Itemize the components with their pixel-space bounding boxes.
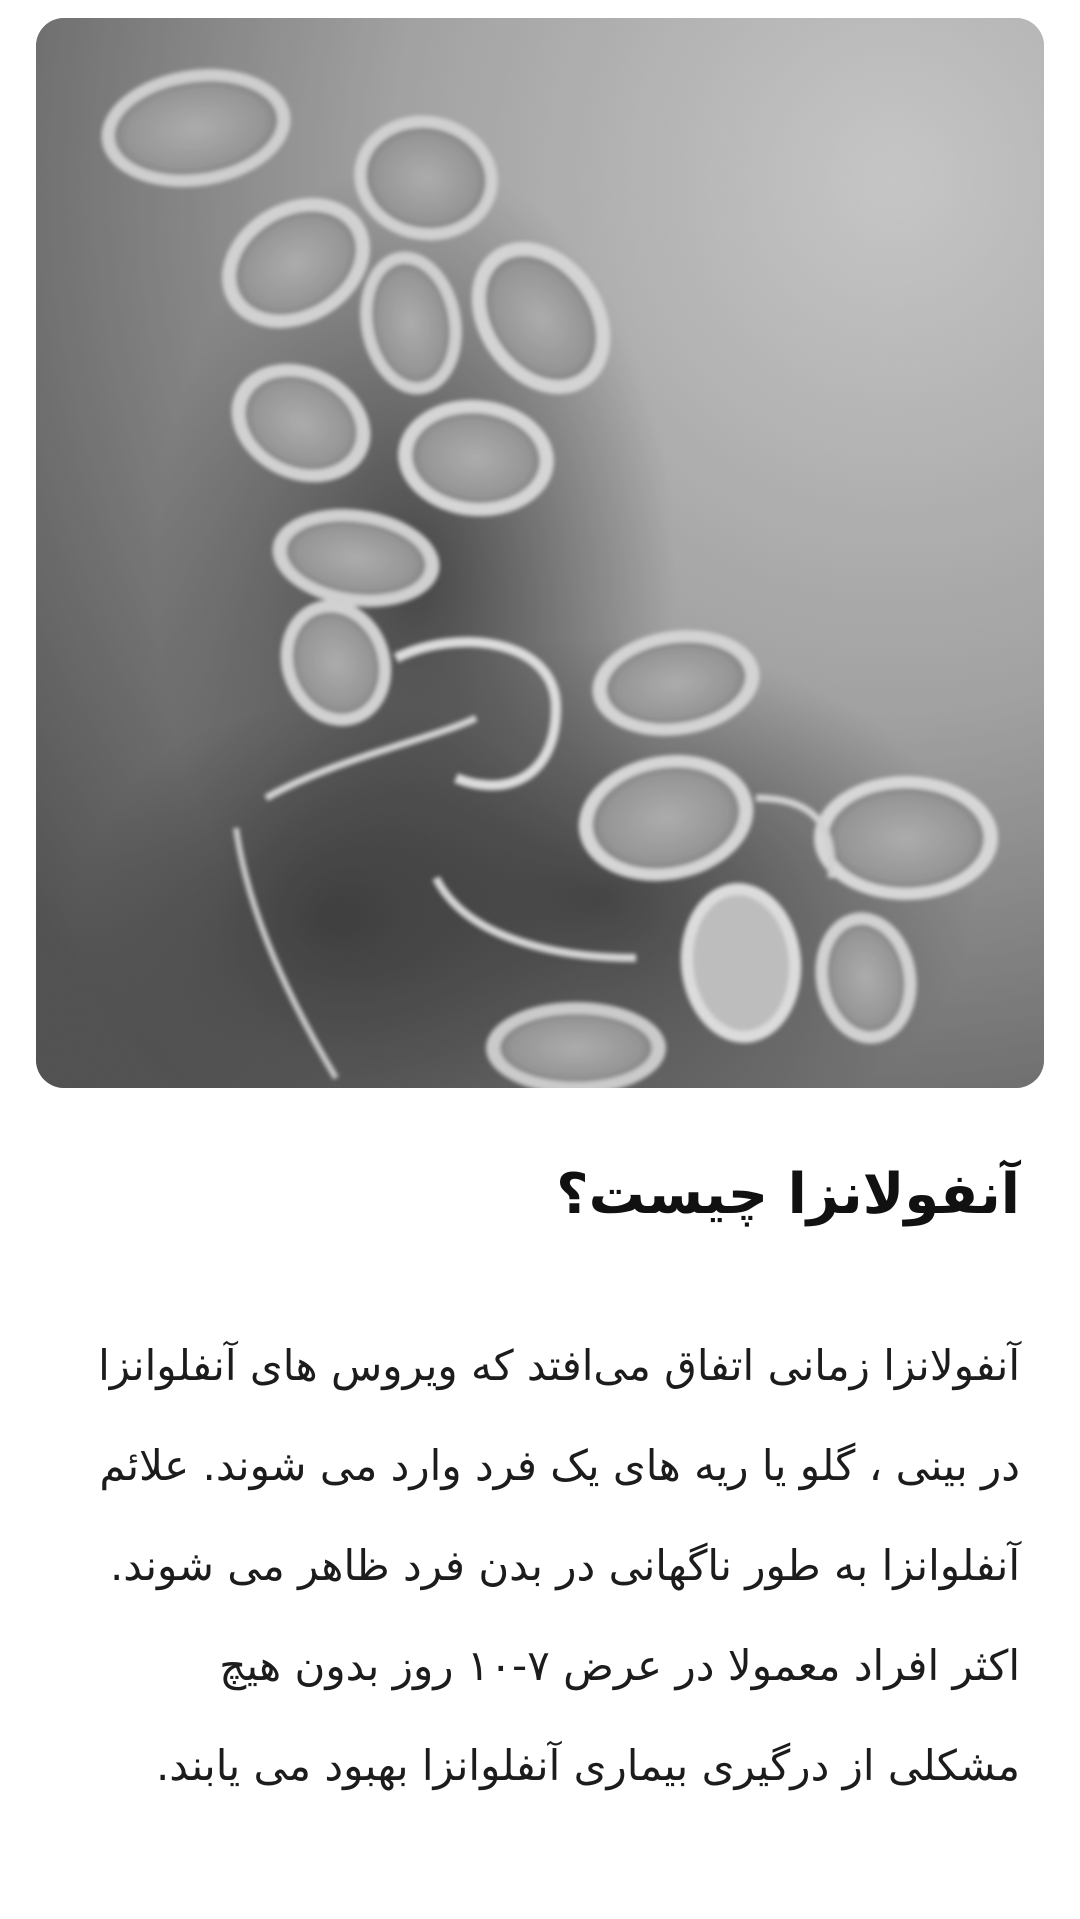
article-body: آنفولانزا زمانی اتفاق می‌افتد که ویروس های آنفلوانزا در بینی ، گلو یا ریه های یک فرد وارد می شوند. علائم آنفلوانزا به طور ناگهانی در بدن فرد ظاهر می شوند. اکثر افراد معمولا در عرض ۷-۱۰ روز بدون هیچ مشکلی از درگیری بیماری آنفلوانزا بهبود می یابند. bbox=[98, 1341, 1020, 1790]
article bbox=[80, 1150, 1020, 1816]
virus-micrograph-icon bbox=[36, 18, 1044, 1088]
article-title: آنفولانزا چیست؟ bbox=[556, 1162, 1020, 1227]
influenza-micrograph-image bbox=[36, 18, 1044, 1088]
